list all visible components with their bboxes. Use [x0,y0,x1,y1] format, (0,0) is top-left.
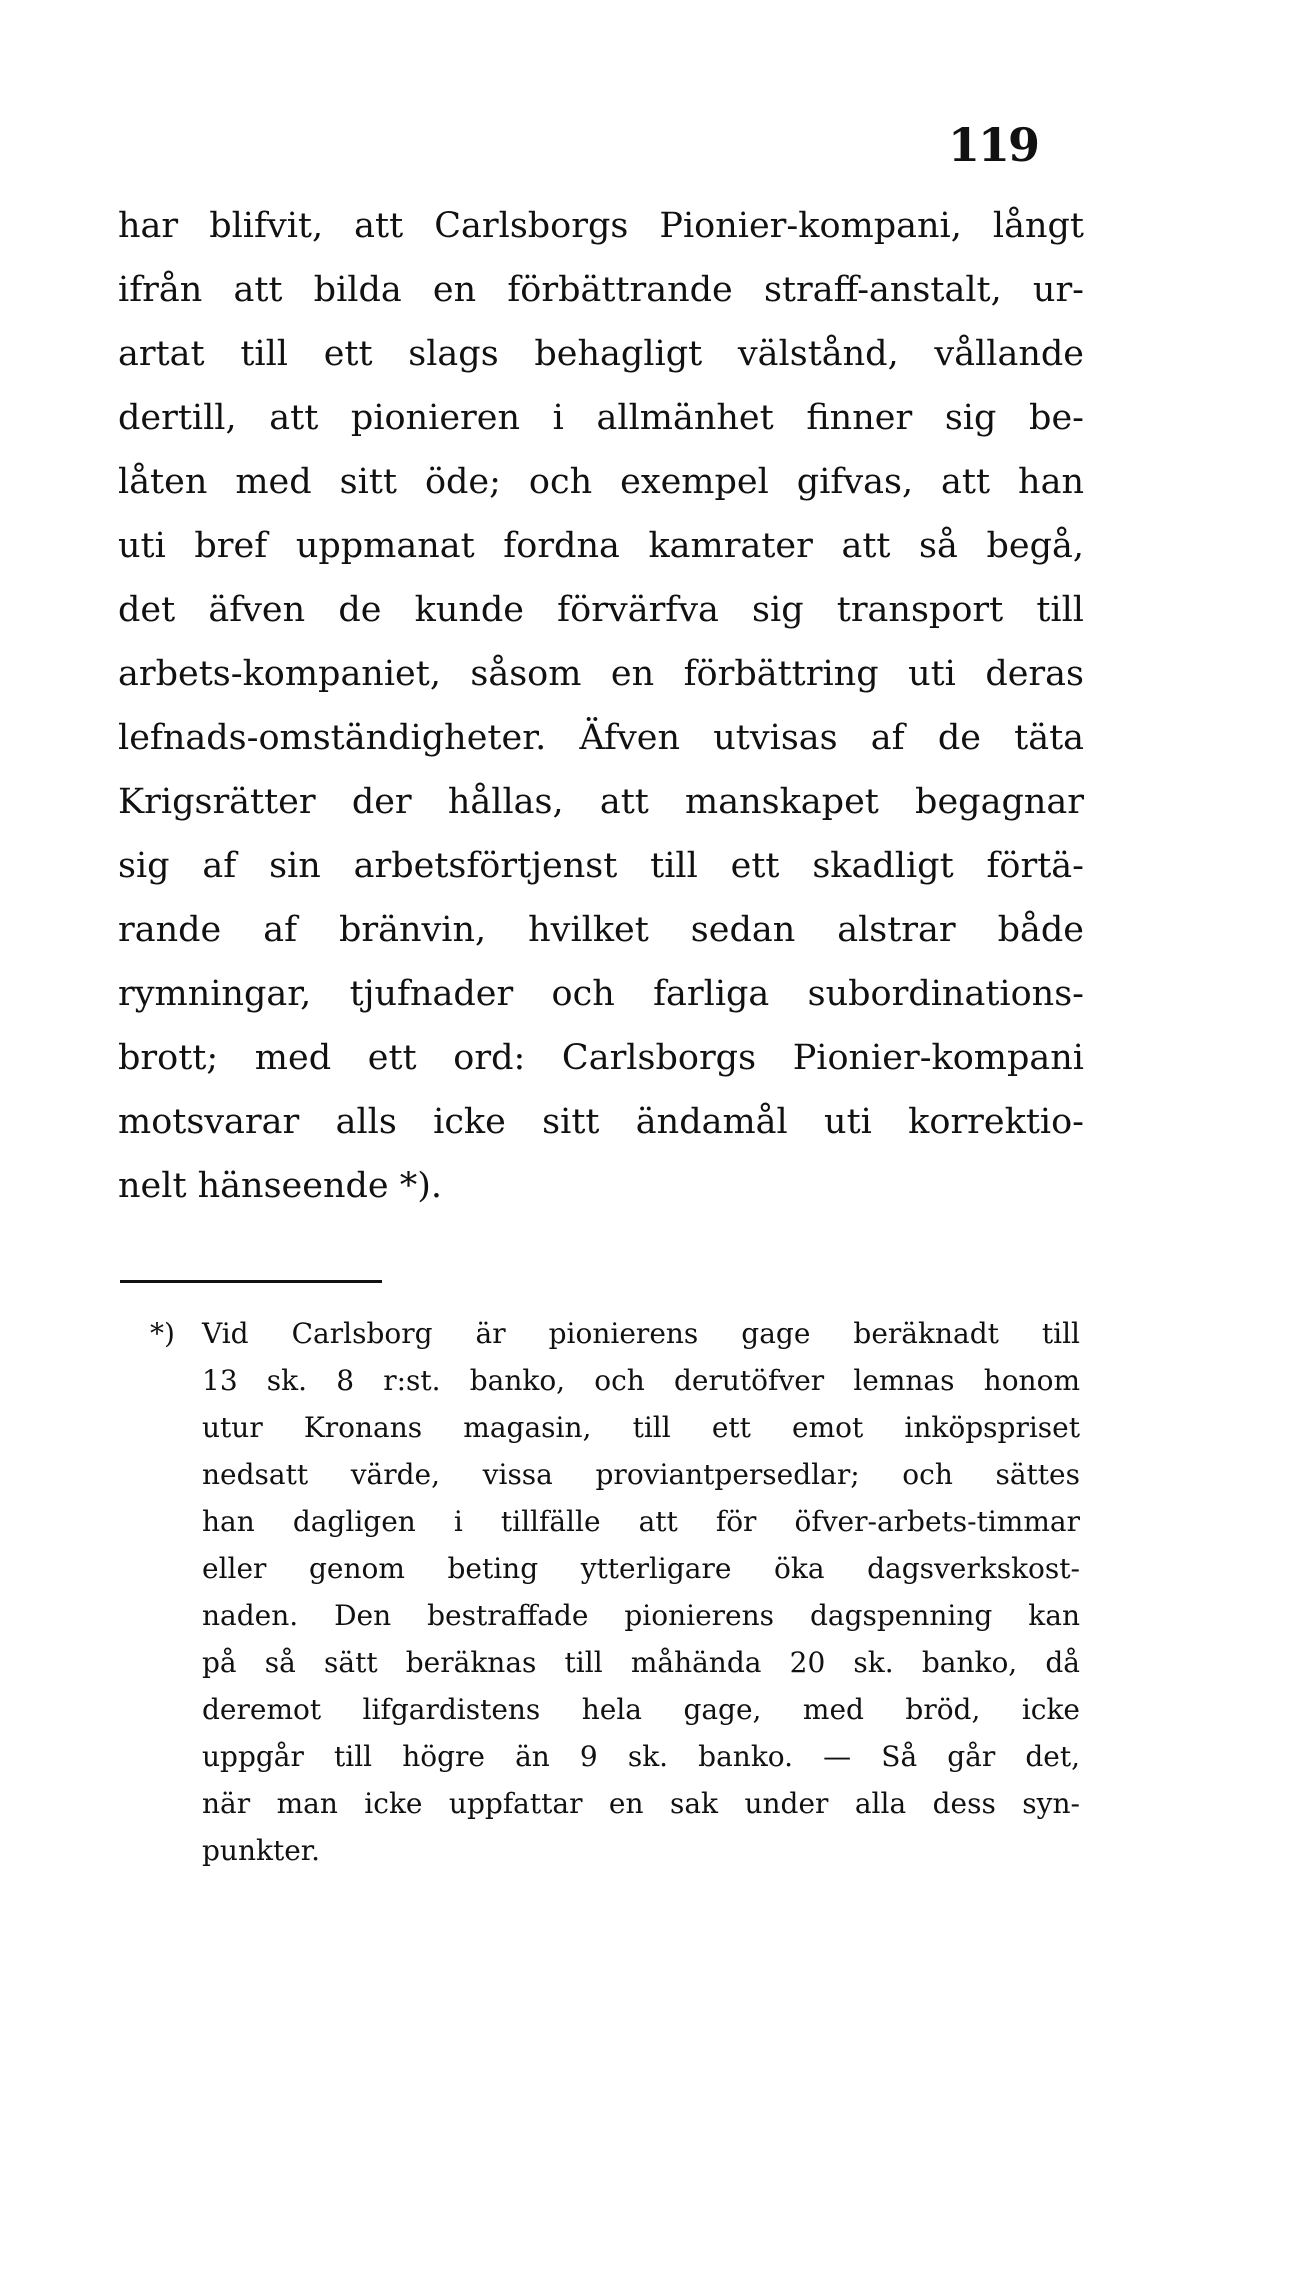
text-line: sig af sin arbetsförtjenst till ett skadligt förtä- [118,846,1084,886]
footnote-divider [120,1280,382,1283]
text-line: dertill, att pionieren i allmänhet finner sig be- [118,398,1084,438]
footnote-line: han dagligen i tillfälle att för öfver-arbets-timmar [202,1505,1080,1538]
footnote-line: utur Kronans magasin, till ett emot inköpspriset [202,1411,1080,1444]
footnote-line: deremot lifgardistens hela gage, med bröd, icke [202,1693,1080,1726]
text-line: det äfven de kunde förvärfva sig transport till [118,590,1084,630]
footnote-line: när man icke uppfattar en sak under alla dess syn- [202,1787,1080,1820]
footnote-line: på så sätt beräknas till måhända 20 sk. banko, då [202,1646,1080,1679]
footnote-line: eller genom beting ytterligare öka dagsverkskost- [202,1552,1080,1585]
footnote-line: naden. Den bestraffade pionierens dagspenning kan [202,1599,1080,1632]
text-line: rymningar, tjufnader och farliga subordinations- [118,974,1084,1014]
text-line: brott; med ett ord: Carlsborgs Pionier-kompani [118,1038,1084,1078]
text-line: nelt hänseende *). [118,1166,443,1206]
text-line: ifrån att bilda en förbättrande straff-anstalt, ur- [118,270,1084,310]
page-number: 119 [948,118,1039,172]
text-line: Krigsrätter der hållas, att manskapet begagnar [118,782,1084,822]
text-line: motsvarar alls icke sitt ändamål uti korrektio- [118,1102,1084,1142]
text-line: har blifvit, att Carlsborgs Pionier-kompani, långt [118,206,1084,246]
footnote-line: punkter. [202,1834,320,1867]
footnote-marker: *) [150,1317,175,1350]
text-line: rande af bränvin, hvilket sedan alstrar både [118,910,1084,950]
footnote-line: uppgår till högre än 9 sk. banko. — Så går det, [202,1740,1080,1773]
main-text-block [118,194,1084,1218]
text-line: artat till ett slags behagligt välstånd, vållande [118,334,1084,374]
text-line: lefnads-omständigheter. Äfven utvisas af de täta [118,718,1084,758]
text-line: uti bref uppmanat fordna kamrater att så begå, [118,526,1084,566]
footnote-line: nedsatt värde, vissa proviantpersedlar; och sättes [202,1458,1080,1491]
footnote-line: Vid Carlsborg är pionierens gage beräknadt till [202,1317,1080,1350]
footnote-line: 13 sk. 8 r:st. banko, och derutöfver lemnas honom [202,1364,1080,1397]
text-line: arbets-kompaniet, såsom en förbättring uti deras [118,654,1084,694]
text-line: låten med sitt öde; och exempel gifvas, att han [118,462,1084,502]
footnote-block [202,1310,1080,1874]
